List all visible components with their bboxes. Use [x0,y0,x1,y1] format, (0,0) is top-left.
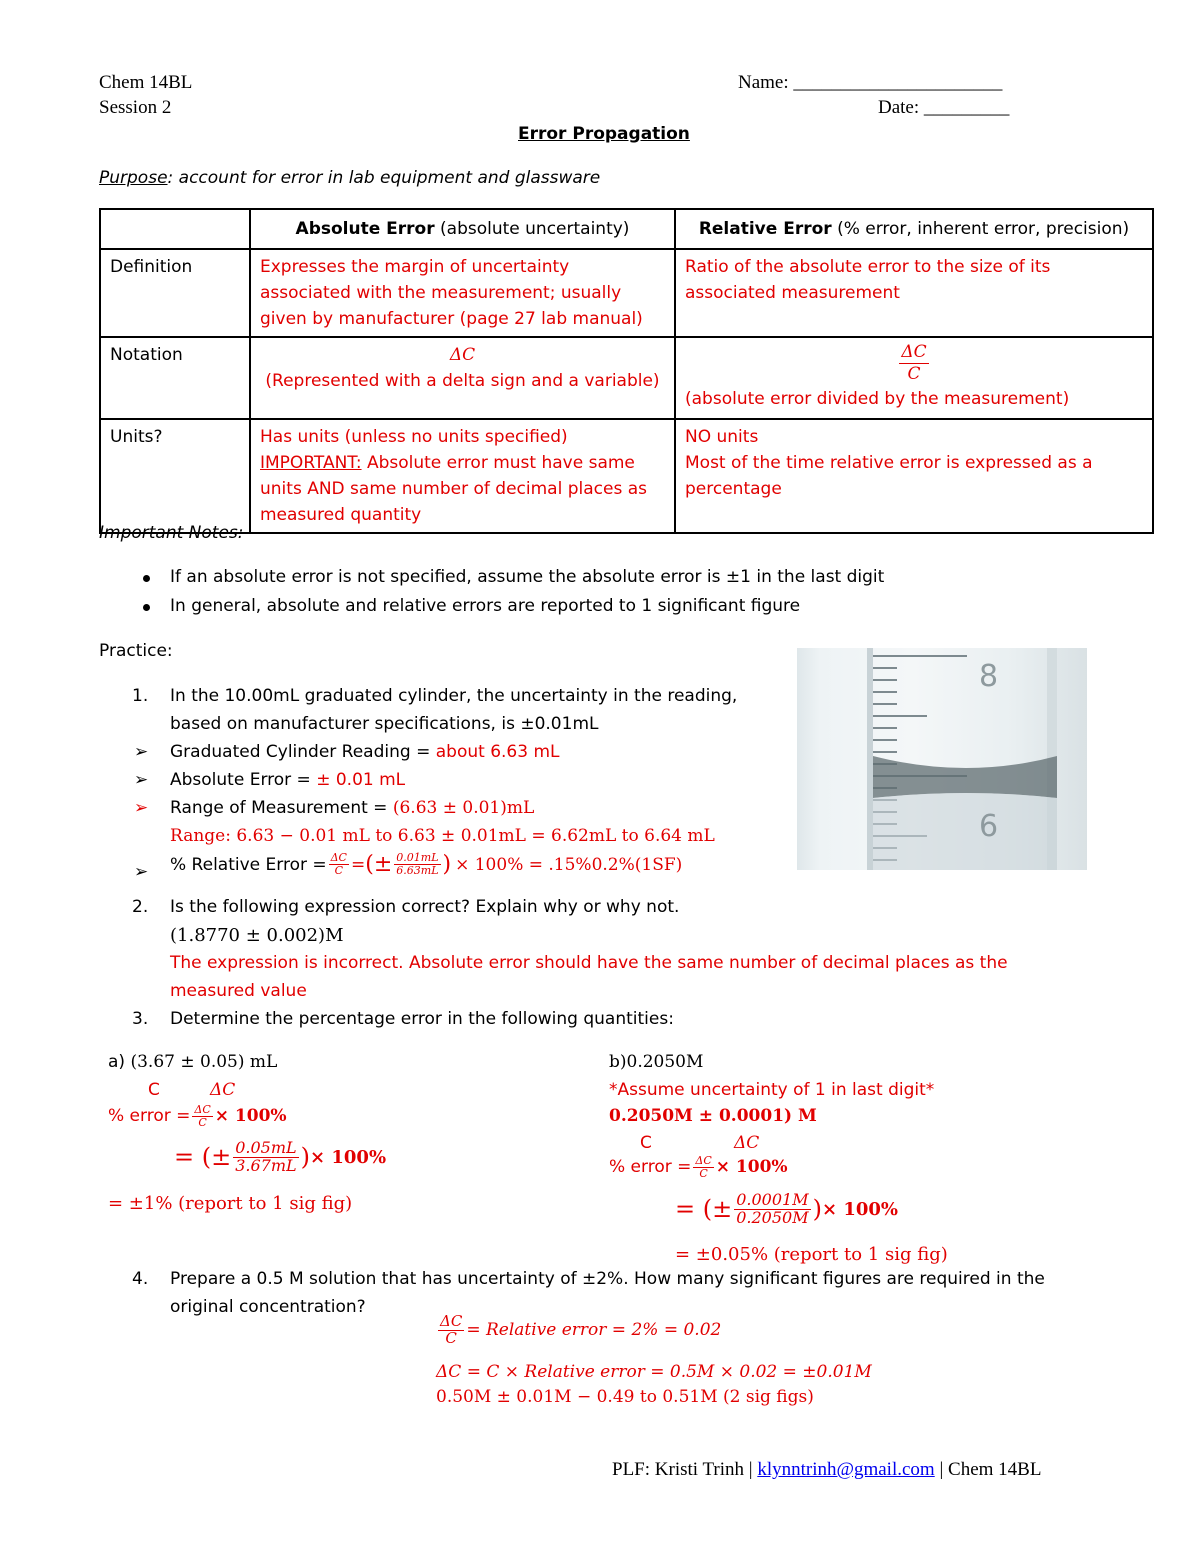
purpose-line [99,168,600,188]
cylinder-mark-6: 6 [979,809,999,844]
q1-line2: based on manufacturer specifications, is ±0.01mL [170,714,599,734]
purpose-text: : account for error in lab equipment and glassware [167,168,601,188]
course-label: Chem 14BL [99,72,193,93]
bullet-icon [143,575,150,582]
q3b-expression: 0.2050M ± 0.0001) M [609,1106,817,1126]
notes-heading: Important Notes: [99,523,244,543]
q1-range: Range of Measurement = (6.63 ± 0.01)mL [170,798,535,818]
footer-suffix: | Chem 14BL [934,1459,1042,1480]
absolute-notation: ΔC (Represented with a delta sign and a variable) [250,337,675,419]
q3a-error-formula: % error = $\frac{\Delta C}{C}$ × 100% [108,1103,287,1129]
note-item: If an absolute error is not specified, assume the absolute error is ±1 in the last digit [170,567,885,587]
relative-error-header: Relative Error (% error, inherent error, precision) [675,209,1153,249]
footer-prefix: PLF: Kristi Trinh | [612,1459,758,1480]
q3b-substitution: = (± $\frac{0.0001M}{0.2050M}$ ) × 100% [675,1190,898,1227]
date-field: Date: _________ [878,97,1010,118]
bullet-icon [143,604,150,611]
email-link[interactable]: klynntrinh@gmail.com [757,1459,935,1480]
name-field: Name: ______________________ [738,72,1003,93]
row-label-notation: Notation [100,337,250,419]
q1-relative-error: % Relative Error = $\frac{\Delta C}{C}$ = (± $\frac{0.01mL}{6.63mL}$ ) × 100% = .15%0.2%(1SF) [170,851,683,877]
absolute-definition: Expresses the margin of uncertainty associated with the measurement; usually given by manufacturer (page 27 lab manual) [250,249,675,337]
arrow-bullet-icon: ➢ [134,742,149,762]
q1-absolute-error: Absolute Error = ± 0.01 mL [170,770,406,790]
note-item: In general, absolute and relative errors are reported to 1 significant figure [170,596,801,616]
page-title: Error Propagation [518,124,690,144]
relative-units: NO units Most of the time relative error is expressed as a percentage [675,419,1153,533]
graduated-cylinder-photo [797,648,1087,870]
q3b-dc-label: ΔC [734,1133,760,1153]
q4-equation1: $\frac{\Delta C}{C}$ = Relative error = 2% = 0.02 [440,1312,722,1347]
q2-number: 2. [132,897,149,917]
purpose-label: Purpose [99,168,168,188]
practice-heading: Practice: [99,641,173,661]
q1-reading: Graduated Cylinder Reading = about 6.63 mL [170,742,560,762]
table-row [100,249,1153,337]
table-row [100,337,1153,419]
q4-line2: original concentration? [170,1297,366,1317]
q1-range-line: Range: 6.63 − 0.01 mL to 6.63 ± 0.01mL = 6.62mL to 6.64 mL [170,826,715,846]
q3b-c-label: C [640,1133,652,1153]
table-header-row [100,209,1153,249]
arrow-bullet-icon: ➢ [134,798,149,818]
q4-equation2: ΔC = C × Relative error = 0.5M × 0.02 = ±0.01M [436,1362,872,1382]
arrow-bullet-icon: ➢ [134,862,149,882]
cylinder-mark-8: 8 [979,659,999,694]
absolute-units: Has units (unless no units specified) IMPORTANT: Absolute error must have same units AND same number of decimal places as measured quantity [250,419,675,533]
q2-line1: Is the following expression correct? Explain why or why not. [170,897,680,917]
q3b-error-formula: % error = $\frac{\Delta C}{C}$ × 100% [609,1154,788,1180]
q4-number: 4. [132,1269,149,1289]
q3b-assume: *Assume uncertainty of 1 in last digit* [609,1080,935,1100]
q1-line1: In the 10.00mL graduated cylinder, the uncertainty in the reading, [170,686,738,706]
q2-answer-line1: The expression is incorrect. Absolute error should have the same number of decimal places as the [170,953,1008,973]
session-label: Session 2 [99,97,172,118]
footer [612,1459,1041,1481]
error-table [99,208,1154,534]
q4-equation3: 0.50M ± 0.01M − 0.49 to 0.51M (2 sig figs) [436,1387,814,1407]
q3a-result: = ±1% (report to 1 sig fig) [108,1193,353,1214]
row-label-definition: Definition [100,249,250,337]
q3b-label: b)0.2050M [609,1052,704,1072]
q1-number: 1. [132,686,149,706]
q3b-result: = ±0.05% (report to 1 sig fig) [675,1244,948,1265]
absolute-error-header: Absolute Error (absolute uncertainty) [250,209,675,249]
q3-line1: Determine the percentage error in the following quantities: [170,1009,674,1029]
q4-line1: Prepare a 0.5 M solution that has uncertainty of ±2%. How many significant figures are required in the [170,1269,1045,1289]
q3a-label: a) (3.67 ± 0.05) mL [108,1052,278,1072]
q3a-c-label: C [148,1080,160,1100]
row-label-units: Units? [100,419,250,533]
relative-notation: $\frac{\Delta C}{C}$ (absolute error divided by the measurement) [675,337,1153,419]
q3a-dc-label: ΔC [210,1080,236,1100]
q3-number: 3. [132,1009,149,1029]
relative-definition: Ratio of the absolute error to the size of its associated measurement [675,249,1153,337]
q2-answer-line2: measured value [170,981,307,1001]
arrow-bullet-icon: ➢ [134,770,149,790]
q2-expression: (1.8770 ± 0.002)M [170,925,344,946]
table-row [100,419,1153,533]
q3a-substitution: = (± $\frac{0.05mL}{3.67mL}$ ) × 100% [174,1138,387,1175]
table-corner-cell [100,209,250,249]
